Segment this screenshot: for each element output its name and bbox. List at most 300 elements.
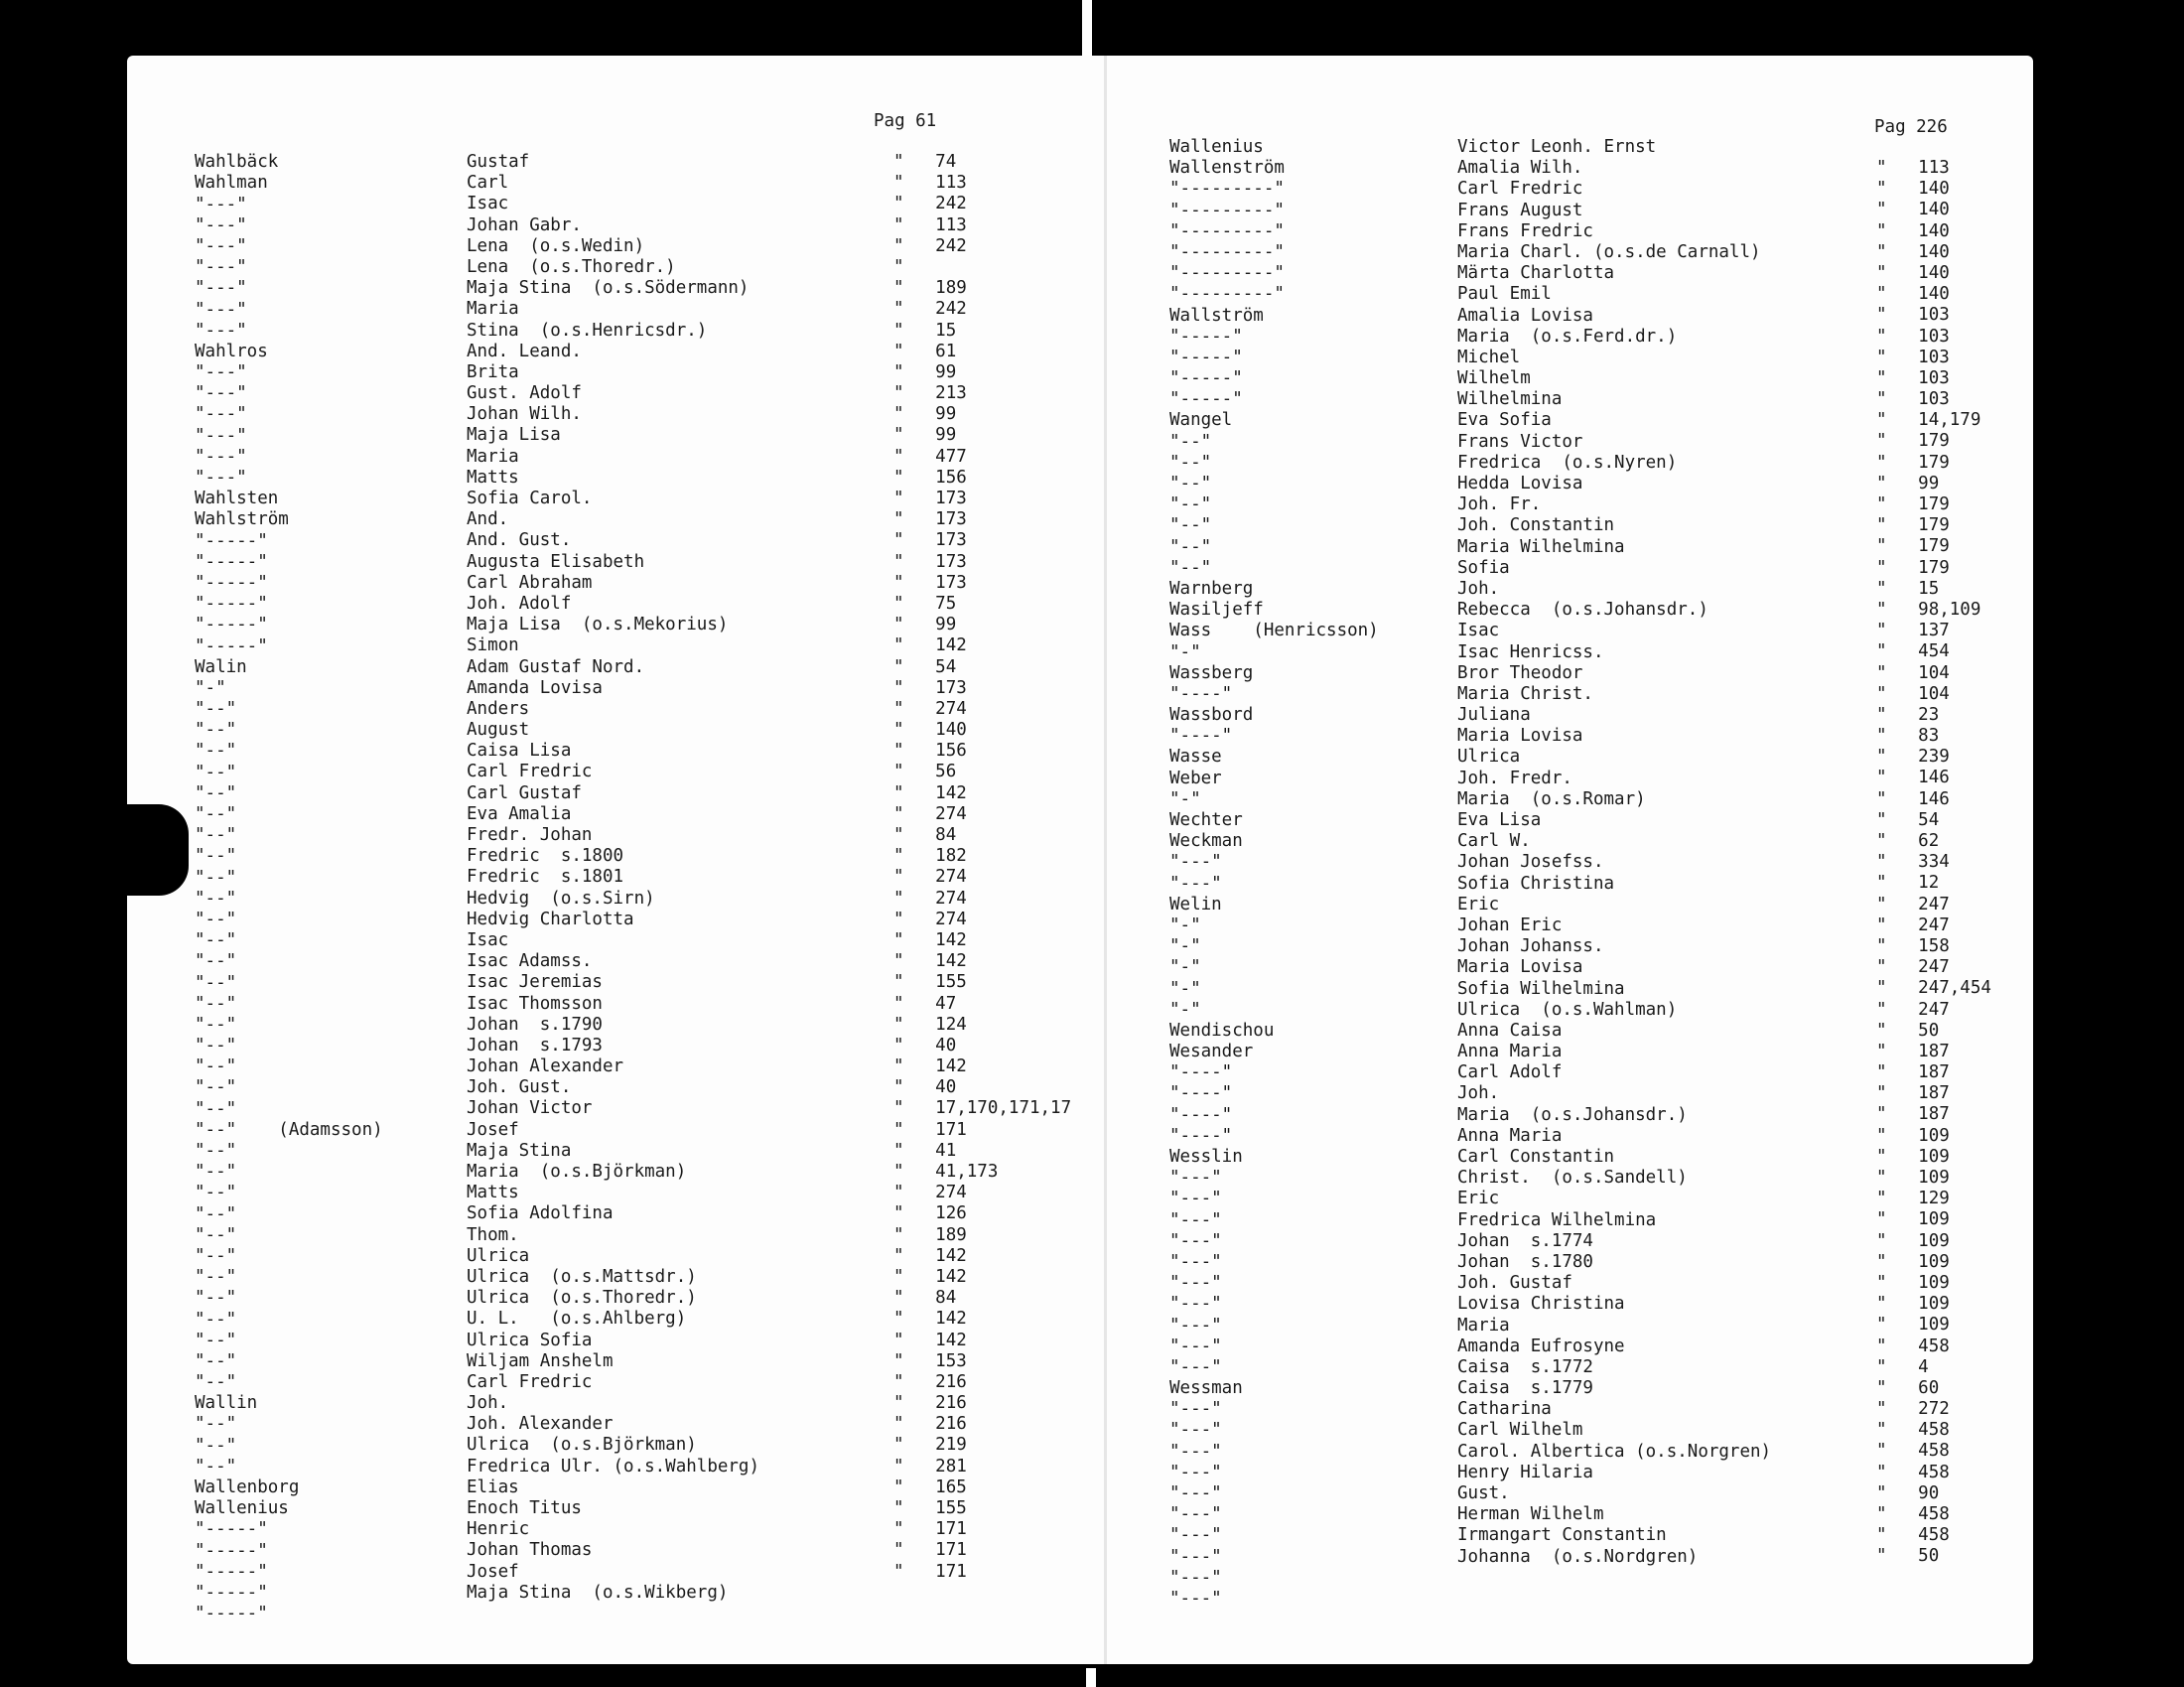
page-ref-entry: [893, 1077, 1082, 1098]
page-ref-entry: [1876, 978, 2040, 999]
surname-entry: "-----": [195, 1519, 268, 1540]
surname-entry: "-----": [195, 1561, 268, 1582]
surname-entry: "--": [195, 741, 237, 762]
page-ref-entry: [1876, 1483, 2040, 1504]
page-ref-entry: [893, 846, 1082, 867]
surname-entry: "--": [195, 1162, 237, 1183]
ditto-mark: ": [1876, 578, 1887, 599]
given-name-entry: Johan Wilh.: [467, 404, 582, 425]
right-given-name-column: [1457, 137, 1874, 1568]
given-name-entry: Johan Alexander: [467, 1056, 624, 1077]
page-ref-entry: [893, 468, 1082, 489]
ditto-mark: ": [1876, 220, 1887, 241]
surname-entry: Wasiljeff: [1169, 600, 1264, 621]
given-name-entry: Isac Adamss.: [467, 951, 593, 972]
page-ref-entry: [1876, 327, 2040, 348]
given-name-entry: Maria: [1457, 1315, 1510, 1336]
surname-entry: "--": [1169, 431, 1212, 452]
ditto-mark: ": [893, 762, 904, 782]
ditto-mark: ": [1876, 662, 1887, 683]
surname-entry: "-----": [195, 1582, 268, 1603]
page-number: 171: [935, 1540, 967, 1561]
page-ref-entry: [1876, 705, 2040, 726]
surname-entry: "---------": [1169, 200, 1285, 220]
page-ref-entry: [1876, 1357, 2040, 1378]
page-number: 247: [1918, 957, 1950, 978]
ditto-mark: ": [1876, 831, 1887, 851]
surname-entry: "-": [1169, 978, 1201, 999]
page-ref-entry: [893, 783, 1082, 804]
surname-entry: "--": [195, 1141, 237, 1161]
given-name-entry: Maria: [467, 299, 519, 320]
page-ref-entry: [1876, 263, 2040, 284]
ditto-mark: ": [893, 1224, 904, 1245]
surname-entry: "---": [1169, 1189, 1222, 1209]
ditto-mark: ": [893, 1456, 904, 1476]
ditto-mark: ": [893, 720, 904, 741]
given-name-entry: Carl Abraham: [467, 572, 593, 593]
given-name-entry: Joh.: [1457, 578, 1500, 599]
binding-spine-top: [1082, 0, 1092, 56]
ditto-mark: ": [1876, 747, 1887, 768]
page-ref-entry: [1876, 1231, 2040, 1252]
page-ref-entry: [1876, 1546, 2040, 1567]
page-number: 60: [1918, 1377, 1940, 1398]
page-ref-entry: [1876, 1147, 2040, 1168]
page-ref-entry: [1876, 810, 2040, 831]
surname-entry: "--": [195, 1245, 237, 1266]
ditto-mark: ": [1876, 536, 1887, 557]
ditto-mark: ": [893, 1266, 904, 1287]
surname-entry: Wallenborg: [195, 1477, 300, 1497]
ditto-mark: ": [1876, 1209, 1887, 1230]
given-name-entry: Caisa s.1779: [1457, 1378, 1593, 1399]
page-ref-entry: [1876, 1104, 2040, 1125]
given-name-entry: Fredrica Wilhelmina: [1457, 1209, 1657, 1230]
page-ref-entry: [893, 1246, 1082, 1267]
surname-entry: "---------": [1169, 179, 1285, 200]
given-name-entry: Gustaf: [467, 152, 530, 172]
page-ref-entry: [893, 1351, 1082, 1372]
page-ref-entry: [893, 825, 1082, 846]
page-number: 187: [1918, 1041, 1950, 1061]
given-name-entry: Maria Lovisa: [1457, 957, 1583, 978]
page-ref-entry: [1876, 453, 2040, 474]
given-name-entry: Carl Fredric: [1457, 179, 1583, 200]
given-name-entry: Hedda Lovisa: [1457, 474, 1583, 493]
page-ref-entry: [1876, 1336, 2040, 1357]
given-name-entry: Joh. Fredr.: [1457, 768, 1572, 788]
ditto-mark: ": [1876, 326, 1887, 347]
surname-entry: Wahlbäck: [195, 152, 279, 173]
given-name-entry: Carol. Albertica (o.s.Norgren): [1457, 1441, 1772, 1462]
page-ref-entry: [1876, 368, 2040, 389]
page-ref-entry: [893, 1036, 1082, 1056]
page-ref-entry: [1876, 1273, 2040, 1294]
page-number: 247: [1918, 999, 1950, 1020]
page-number: 74: [935, 152, 957, 172]
ditto-mark: ": [893, 320, 904, 341]
ditto-mark: ": [1876, 809, 1887, 830]
given-name-entry: Amalia Wilh.: [1457, 158, 1583, 179]
ditto-mark: ": [1876, 1062, 1887, 1083]
ditto-mark: ": [1876, 367, 1887, 388]
page-number: 104: [1918, 662, 1950, 683]
ditto-mark: ": [893, 888, 904, 909]
surname-entry: "-----": [1169, 326, 1243, 347]
page-number: 155: [935, 972, 967, 993]
ditto-mark: ": [893, 173, 904, 194]
ditto-mark: ": [1876, 1104, 1887, 1125]
page-ref-entry: [893, 867, 1082, 888]
surname-entry: "-----": [1169, 368, 1243, 389]
page-ref-entry: [1876, 221, 2040, 242]
ditto-mark: ": [893, 1203, 904, 1224]
page-ref-entry: [893, 804, 1082, 825]
ditto-mark: ": [893, 782, 904, 803]
center-fold: [1104, 56, 1107, 1664]
surname-entry: "-": [1169, 957, 1201, 978]
given-name-entry: Gust.: [1457, 1483, 1510, 1503]
ditto-mark: ": [1876, 768, 1887, 788]
given-name-entry: Rebecca (o.s.Johansdr.): [1457, 600, 1708, 621]
given-name-entry: Fredr. Johan: [467, 825, 593, 845]
ditto-mark: ": [893, 972, 904, 993]
page-ref-entry: [893, 1141, 1082, 1162]
page-number: 247,454: [1918, 978, 1991, 999]
page-number: 99: [935, 361, 957, 382]
surname-entry: Wassberg: [1169, 662, 1254, 683]
surname-entry: "---": [1169, 1462, 1222, 1482]
given-name-entry: Johan s.1790: [467, 1014, 603, 1035]
ditto-mark: ": [1876, 1020, 1887, 1041]
page-number: 142: [935, 1309, 967, 1330]
page-ref-entry: [1876, 600, 2040, 621]
page-number: 458: [1918, 1462, 1950, 1482]
ditto-mark: ": [893, 299, 904, 320]
surname-entry: "---": [195, 194, 247, 214]
ditto-mark: ": [1876, 683, 1887, 704]
surname-entry: "--": [195, 909, 237, 929]
page-number: 140: [1918, 200, 1950, 220]
ditto-mark: ": [893, 1561, 904, 1582]
page-number: 40: [935, 1077, 957, 1098]
surname-entry: "--": [195, 1077, 237, 1098]
ditto-mark: ": [893, 1183, 904, 1203]
surname-entry: "---": [1169, 1209, 1222, 1230]
surname-entry: "---": [195, 257, 247, 278]
page-number: 140: [1918, 179, 1950, 200]
page-number: 15: [935, 320, 957, 341]
page-number: 156: [935, 741, 967, 762]
page-number: 99: [1918, 473, 1940, 493]
given-name-entry: Joh. Fr.: [1457, 494, 1542, 515]
given-name-entry: Caisa Lisa: [467, 741, 572, 762]
page-number: 98,109: [1918, 599, 1981, 620]
surname-entry: "---": [1169, 1251, 1222, 1272]
given-name-entry: Eva Amalia: [467, 803, 572, 824]
given-name-entry: Herman Wilhelm: [1457, 1504, 1604, 1525]
page-number: 274: [935, 698, 967, 719]
surname-entry: "--": [1169, 515, 1212, 536]
page-number: 75: [935, 593, 957, 614]
page-number: 113: [935, 214, 967, 235]
ditto-mark: ": [1876, 1315, 1887, 1336]
ditto-mark: ": [1876, 1356, 1887, 1377]
page-ref-entry: [1876, 1399, 2040, 1420]
page-number: 146: [1918, 788, 1950, 809]
surname-entry: "---": [195, 425, 247, 446]
page-number: 458: [1918, 1504, 1950, 1524]
surname-entry: Wesslin: [1169, 1147, 1243, 1167]
ditto-mark: ": [893, 1371, 904, 1392]
surname-entry: "---": [1169, 1546, 1222, 1567]
page-number: 187: [1918, 1104, 1950, 1125]
surname-entry: "---": [1169, 1294, 1222, 1315]
page-number: 129: [1918, 1189, 1950, 1209]
ditto-mark: ": [893, 1140, 904, 1161]
given-name-entry: Johan Victor: [467, 1098, 593, 1119]
page-number: 189: [935, 278, 967, 299]
page-ref-entry: [893, 1562, 1082, 1583]
given-name-entry: Victor Leonh. Ernst: [1457, 137, 1657, 157]
surname-entry: "----": [1169, 683, 1233, 704]
given-name-entry: Joh. Gustaf: [1457, 1273, 1572, 1294]
surname-entry: "--": [195, 888, 237, 909]
ditto-mark: ": [1876, 1399, 1887, 1420]
page-number: 179: [1918, 515, 1950, 536]
page-ref-entry: [1876, 179, 2040, 200]
page-ref-entry: [893, 594, 1082, 615]
page-number: 99: [935, 425, 957, 446]
surname-entry: "--": [1169, 452, 1212, 473]
given-name-entry: Sofia Carol.: [467, 489, 593, 508]
page-ref-entry: [893, 1457, 1082, 1477]
surname-entry: "----": [1169, 1062, 1233, 1083]
surname-entry: "--": [195, 1267, 237, 1288]
given-name-entry: Fredric s.1800: [467, 846, 624, 867]
ditto-mark: ": [1876, 1230, 1887, 1251]
ditto-mark: ": [893, 635, 904, 656]
page-ref-entry: [893, 299, 1082, 320]
page-number: 274: [935, 867, 967, 888]
given-name-entry: Henric: [467, 1519, 530, 1540]
ditto-mark: ": [893, 425, 904, 446]
ditto-mark: ": [893, 341, 904, 361]
given-name-entry: Isac: [467, 194, 509, 214]
page-number: 281: [935, 1456, 967, 1476]
page-number: 137: [1918, 621, 1950, 641]
page-ref-entry: [893, 530, 1082, 551]
given-name-entry: Märta Charlotta: [1457, 263, 1615, 284]
surname-entry: "--": [195, 1330, 237, 1350]
left-page-ref-column: [893, 152, 1082, 1583]
ditto-mark: ": [1876, 873, 1887, 894]
page-ref-entry: [893, 194, 1082, 214]
given-name-entry: Joh. Alexander: [467, 1414, 614, 1435]
surname-entry: Wahlström: [195, 509, 289, 530]
given-name-entry: Isac Jeremias: [467, 972, 603, 993]
ditto-mark: ": [893, 446, 904, 467]
surname-entry: "--": [195, 1098, 237, 1119]
given-name-entry: Eva Sofia: [1457, 410, 1552, 431]
surname-entry: "--": [195, 1203, 237, 1224]
surname-entry: Wangel: [1169, 410, 1233, 431]
page-ref-entry: [893, 489, 1082, 509]
page-number: 179: [1918, 431, 1950, 452]
page-number: 187: [1918, 1062, 1950, 1083]
page-number: 179: [1918, 452, 1950, 473]
ditto-mark: ": [1876, 515, 1887, 536]
ditto-mark: ": [893, 1014, 904, 1035]
ditto-mark: ": [893, 593, 904, 614]
surname-entry: "--": [195, 825, 237, 846]
surname-entry: "---": [195, 278, 247, 299]
given-name-entry: Eric: [1457, 894, 1500, 914]
page-number: 109: [1918, 1272, 1950, 1293]
ditto-mark: ": [1876, 1041, 1887, 1061]
surname-entry: Wahlros: [195, 341, 268, 361]
ditto-mark: ": [1876, 494, 1887, 514]
page-number: 103: [1918, 367, 1950, 388]
page-ref-entry: [893, 1519, 1082, 1540]
ditto-mark: ": [1876, 788, 1887, 809]
ditto-mark: ": [893, 194, 904, 214]
page-number: 216: [935, 1414, 967, 1435]
surname-entry: Wendischou: [1169, 1020, 1275, 1041]
page-ref-entry: [893, 257, 1082, 278]
ditto-mark: ": [893, 572, 904, 593]
ditto-mark: ": [1876, 978, 1887, 999]
given-name-entry: Isac: [467, 929, 509, 950]
given-name-entry: Carl Fredric: [467, 1371, 593, 1392]
page-ref-entry: [893, 1435, 1082, 1456]
page-ref-entry: [1876, 1378, 2040, 1399]
given-name-entry: Maria Lovisa: [1457, 726, 1583, 747]
page-ref-entry: [1876, 1021, 2040, 1042]
page-number: 142: [935, 929, 967, 950]
page-ref-entry: [893, 1309, 1082, 1330]
page-ref-entry: [893, 889, 1082, 910]
surname-entry: "---------": [1169, 263, 1285, 284]
surname-entry: "-----": [195, 1540, 268, 1561]
surname-entry: Wallin: [195, 1393, 258, 1414]
given-name-entry: Carl Adolf: [1457, 1062, 1563, 1083]
page-ref-entry: [1876, 1294, 2040, 1315]
surname-entry: "--": [1169, 494, 1212, 515]
given-name-entry: Eric: [1457, 1189, 1500, 1209]
page-number: 173: [935, 677, 967, 698]
surname-entry: "-----": [195, 572, 268, 593]
page-number: 146: [1918, 768, 1950, 788]
page-number: 213: [935, 383, 967, 404]
page-number: 99: [935, 615, 957, 635]
surname-entry: Wallenström: [1169, 158, 1285, 179]
ditto-mark: ": [893, 551, 904, 572]
page-ref-entry: [893, 1162, 1082, 1183]
ditto-mark: ": [1876, 1189, 1887, 1209]
surname-entry: "--": [195, 1309, 237, 1330]
surname-entry: "----": [1169, 1083, 1233, 1104]
surname-entry: "--": [195, 993, 237, 1014]
page-ref-entry: [1876, 895, 2040, 915]
given-name-entry: Ulrica Sofia: [467, 1330, 593, 1350]
page-ref-entry: [1876, 936, 2040, 957]
ditto-mark: ": [893, 1414, 904, 1435]
surname-entry: Wassbord: [1169, 705, 1254, 726]
surname-entry: "--": [195, 1414, 237, 1435]
ditto-mark: ": [1876, 1146, 1887, 1167]
ditto-mark: ": [893, 1393, 904, 1414]
given-name-entry: U. L. (o.s.Ahlberg): [467, 1309, 687, 1330]
page-number: 173: [935, 530, 967, 551]
ditto-mark: ": [893, 615, 904, 635]
surname-entry: "-": [1169, 788, 1201, 809]
given-name-entry: Irmangart Constantin: [1457, 1525, 1667, 1546]
given-name-entry: Johan s.1793: [467, 1035, 603, 1055]
page-ref-entry: [893, 1203, 1082, 1224]
page-number: 272: [1918, 1399, 1950, 1420]
page-ref-entry: [1876, 1504, 2040, 1525]
page-number: 171: [935, 1519, 967, 1540]
page-ref-entry: [893, 215, 1082, 236]
given-name-entry: Wiljam Anshelm: [467, 1350, 614, 1371]
page-number: 173: [935, 489, 967, 508]
given-name-entry: Christ. (o.s.Sandell): [1457, 1168, 1688, 1189]
page-number: 187: [1918, 1083, 1950, 1104]
given-name-entry: Carl Gustaf: [467, 782, 582, 803]
given-name-entry: Wilhelmina: [1457, 389, 1563, 410]
surname-entry: "---": [195, 446, 247, 467]
given-name-entry: Maria (o.s.Johansdr.): [1457, 1104, 1688, 1125]
page-ref-entry: [1876, 431, 2040, 452]
given-name-entry: Frans Fredric: [1457, 220, 1593, 241]
surname-entry: Wahlman: [195, 173, 268, 194]
surname-entry: Wallenius: [1169, 137, 1264, 157]
surname-entry: Weber: [1169, 768, 1222, 788]
page-ref-entry: [1876, 1209, 2040, 1230]
page-ref-entry: [1876, 1441, 2040, 1462]
page-ref-entry: [1876, 768, 2040, 788]
surname-entry: Warnberg: [1169, 578, 1254, 599]
ditto-mark: ": [893, 1330, 904, 1350]
ditto-mark: ": [1876, 473, 1887, 493]
ditto-mark: ": [893, 361, 904, 382]
page-ref-entry: [893, 342, 1082, 362]
page-number: 142: [935, 1245, 967, 1266]
ditto-mark: ": [1876, 935, 1887, 956]
page-number: 40: [935, 1035, 957, 1055]
page-number: 458: [1918, 1525, 1950, 1546]
page-number: 274: [935, 1183, 967, 1203]
page-number: 23: [1918, 704, 1940, 725]
surname-entry: "----": [1169, 726, 1233, 747]
surname-entry: "---": [1169, 1588, 1222, 1609]
surname-entry: Wass (Henricsson): [1169, 621, 1379, 641]
ditto-mark: ": [893, 235, 904, 256]
given-name-entry: Ulrica (o.s.Mattsdr.): [467, 1266, 697, 1287]
given-name-entry: Amalia Lovisa: [1457, 305, 1593, 326]
surname-entry: "--": [195, 1183, 237, 1203]
page-ref-entry: [1876, 242, 2040, 263]
given-name-entry: Carl Fredric: [467, 762, 593, 782]
page-number: 242: [935, 299, 967, 320]
page-ref-entry: [893, 1540, 1082, 1561]
ditto-mark: ": [893, 278, 904, 299]
ditto-mark: ": [893, 677, 904, 698]
page-number: 477: [935, 446, 967, 467]
given-name-entry: Johan Gabr.: [467, 214, 582, 235]
